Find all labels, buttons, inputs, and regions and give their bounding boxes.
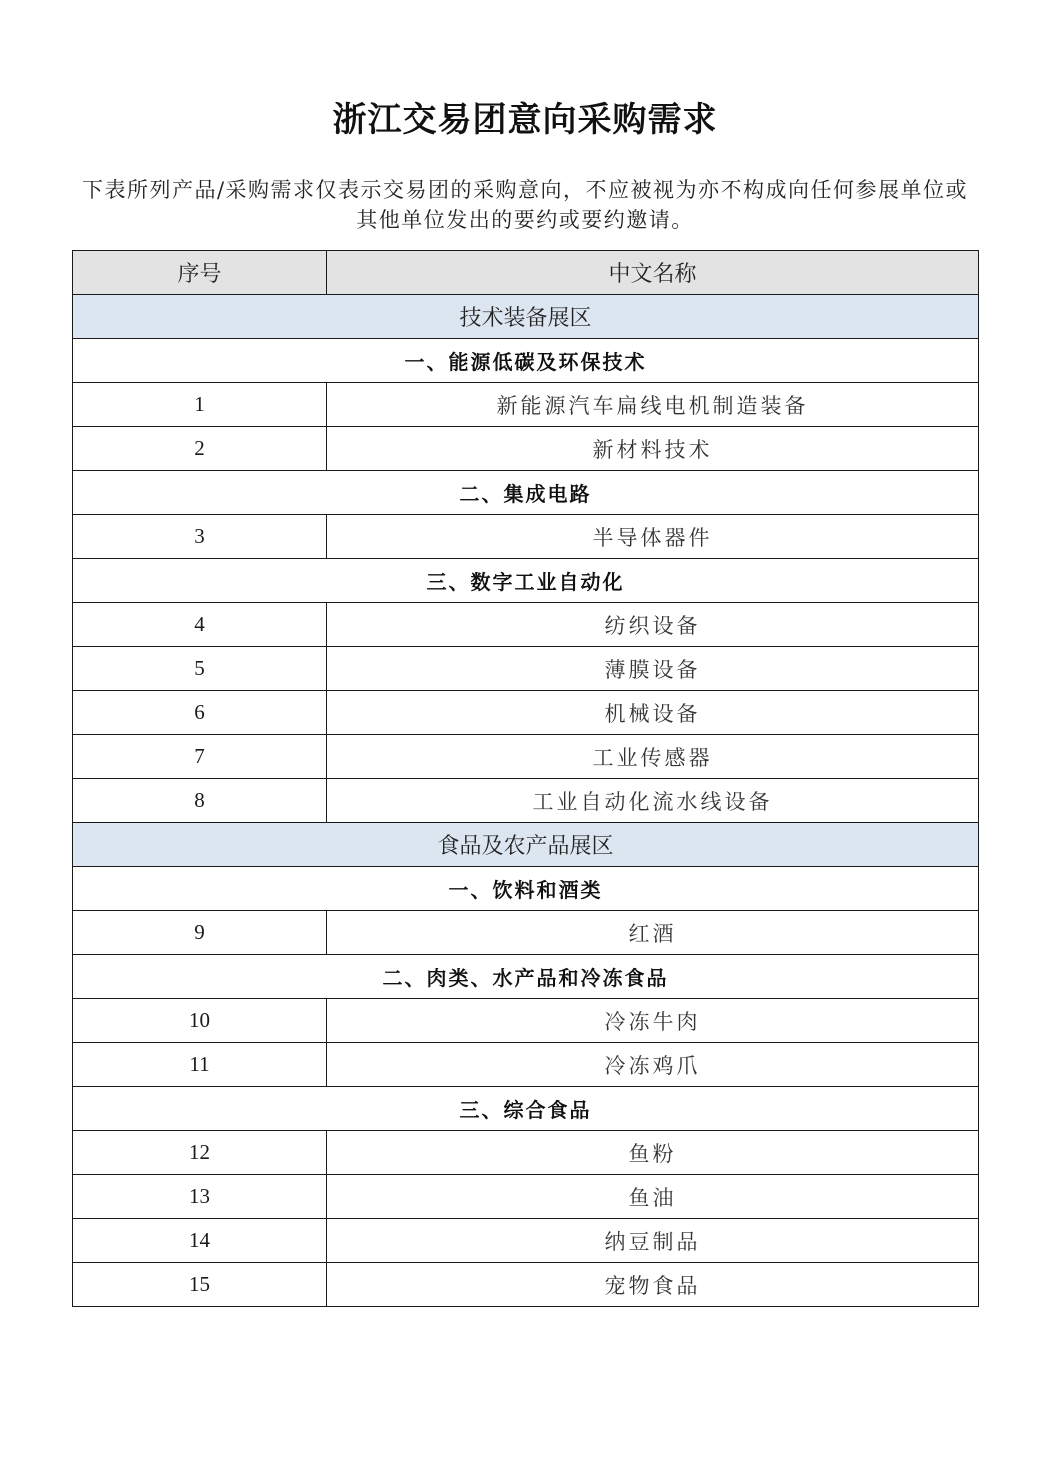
category-title: 一、饮料和酒类 <box>73 867 979 911</box>
zone-title: 技术装备展区 <box>73 295 979 339</box>
category-header-row <box>73 339 979 383</box>
item-number: 11 <box>73 1043 327 1087</box>
item-name: 半导体器件 <box>327 515 979 559</box>
table-body <box>73 295 979 1307</box>
category-header-row <box>73 1087 979 1131</box>
item-name: 薄膜设备 <box>327 647 979 691</box>
item-number: 15 <box>73 1263 327 1307</box>
table-row <box>73 735 979 779</box>
item-name: 新材料技术 <box>327 427 979 471</box>
item-number: 14 <box>73 1219 327 1263</box>
disclaimer-text: 下表所列产品/采购需求仅表示交易团的采购意向，不应被视为亦不构成向任何参展单位或其他单位发出的要约或要约邀请。 <box>81 178 969 232</box>
table-header-row <box>73 251 979 295</box>
item-name: 鱼粉 <box>327 1131 979 1175</box>
item-number: 13 <box>73 1175 327 1219</box>
item-name: 工业自动化流水线设备 <box>327 779 979 823</box>
table-row <box>73 1131 979 1175</box>
header-name: 中文名称 <box>327 251 979 295</box>
category-title: 二、肉类、水产品和冷冻食品 <box>73 955 979 999</box>
table-row <box>73 515 979 559</box>
table-row <box>73 691 979 735</box>
table-row <box>73 603 979 647</box>
category-title: 三、综合食品 <box>73 1087 979 1131</box>
table-row <box>73 1043 979 1087</box>
item-number: 2 <box>73 427 327 471</box>
category-title: 三、数字工业自动化 <box>73 559 979 603</box>
table-row <box>73 999 979 1043</box>
item-name: 宠物食品 <box>327 1263 979 1307</box>
category-header-row <box>73 471 979 515</box>
category-header-row <box>73 559 979 603</box>
table-row <box>73 647 979 691</box>
table-row <box>73 427 979 471</box>
table-row <box>73 1175 979 1219</box>
category-header-row <box>73 867 979 911</box>
item-number: 5 <box>73 647 327 691</box>
table-row <box>73 911 979 955</box>
item-name: 纳豆制品 <box>327 1219 979 1263</box>
item-number: 12 <box>73 1131 327 1175</box>
item-number: 9 <box>73 911 327 955</box>
table-row <box>73 383 979 427</box>
item-number: 4 <box>73 603 327 647</box>
item-name: 红酒 <box>327 911 979 955</box>
item-name: 工业传感器 <box>327 735 979 779</box>
zone-title: 食品及农产品展区 <box>73 823 979 867</box>
category-title: 二、集成电路 <box>73 471 979 515</box>
category-header-row <box>73 955 979 999</box>
item-number: 7 <box>73 735 327 779</box>
table-row <box>73 1263 979 1307</box>
item-number: 6 <box>73 691 327 735</box>
table-row <box>73 779 979 823</box>
item-name: 冷冻鸡爪 <box>327 1043 979 1087</box>
zone-header-row <box>73 295 979 339</box>
item-name: 鱼油 <box>327 1175 979 1219</box>
procurement-table <box>72 250 979 1307</box>
item-number: 3 <box>73 515 327 559</box>
zone-header-row <box>73 823 979 867</box>
item-name: 冷冻牛肉 <box>327 999 979 1043</box>
item-name: 机械设备 <box>327 691 979 735</box>
table-row <box>73 1219 979 1263</box>
item-number: 10 <box>73 999 327 1043</box>
item-number: 1 <box>73 383 327 427</box>
item-name: 新能源汽车扁线电机制造装备 <box>327 383 979 427</box>
item-number: 8 <box>73 779 327 823</box>
item-name: 纺织设备 <box>327 603 979 647</box>
header-num: 序号 <box>73 251 327 295</box>
document-title: 浙江交易团意向采购需求 <box>332 100 718 140</box>
category-title: 一、能源低碳及环保技术 <box>73 339 979 383</box>
